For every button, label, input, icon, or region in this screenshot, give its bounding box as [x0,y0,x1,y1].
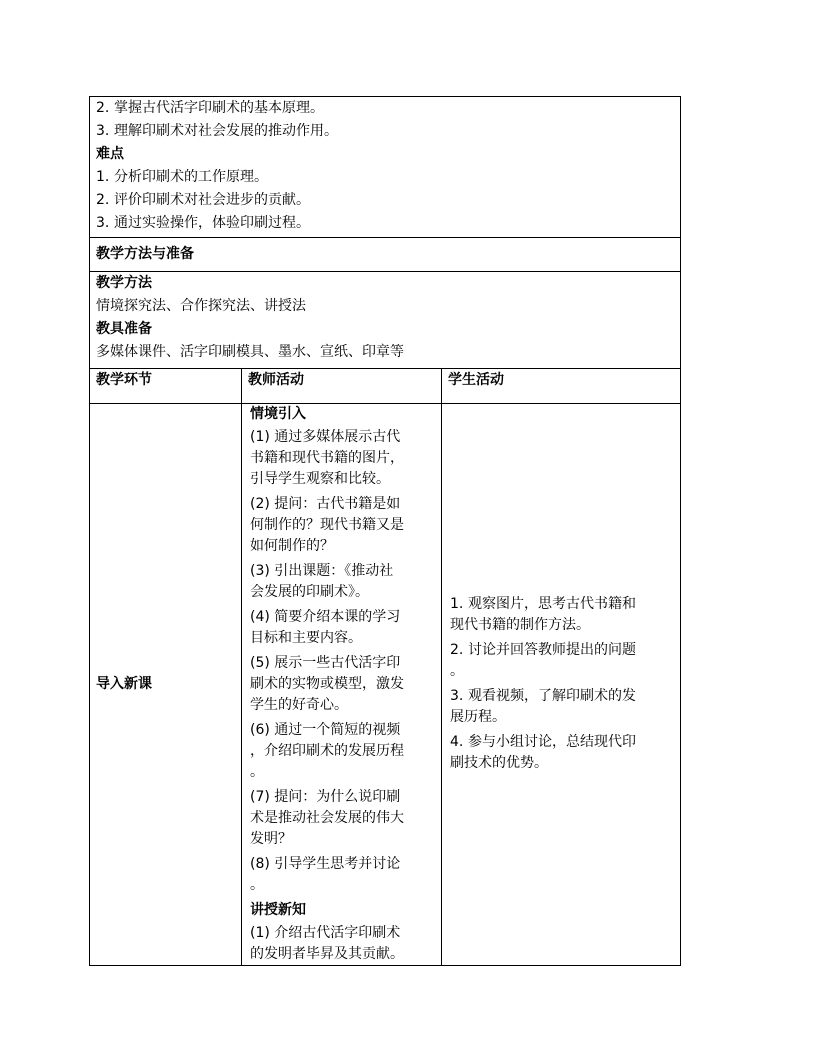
teacher-item: (5) 展示一些古代活字印 刷术的实物或模型，激发 学生的好奇心。 [250,655,404,713]
student-item: 1. 观察图片，思考古代书籍和 现代书籍的制作方法。 [450,595,636,633]
student-activity-cell [442,404,681,966]
student-item: 2. 讨论并回答教师提出的问题 。 [450,641,636,679]
student-item: 4. 参与小组讨论，总结现代印 刷技术的优势。 [450,733,636,771]
difficulties-heading: 难点 [96,146,124,162]
teacher-item: (8) 引导学生思考并讨论 。 [250,856,401,893]
teacher-item: (6) 通过一个简短的视频 ，介绍印刷术的发展历程 。 [250,722,404,780]
header-student: 学生活动 [442,369,681,404]
method-heading: 教学方法 [96,275,152,291]
lesson-row [90,404,681,966]
header-stage: 教学环节 [90,369,242,404]
difficulty-item: 1. 分析印刷术的工作原理。 [96,169,268,185]
section-title: 情境引入 [250,406,306,422]
methods-content-cell [90,272,681,369]
objectives-cell [90,97,681,238]
tools-text: 多媒体课件、活字印刷模具、墨水、宣纸、印章等 [96,344,404,360]
student-item: 3. 观看视频，了解印刷术的发 展历程。 [450,687,636,725]
methods-title-cell [90,238,681,272]
lesson-plan-table [89,96,681,966]
difficulty-item: 2. 评价印刷术对社会进步的贡献。 [96,192,310,208]
header-teacher: 教师活动 [242,369,442,404]
section-title: 讲授新知 [250,902,306,918]
teacher-item: (4) 简要介绍本课的学习 目标和主要内容。 [250,609,401,646]
method-text: 情境探究法、合作探究法、讲授法 [96,298,306,314]
methods-section-title: 教学方法与准备 [96,246,194,262]
key-point-item: 3. 理解印刷术对社会发展的推动作用。 [96,123,338,139]
methods-content-row [90,272,681,369]
key-point-item: 2. 掌握古代活字印刷术的基本原理。 [96,100,324,116]
tools-heading: 教具准备 [96,321,152,337]
methods-title-row [90,238,681,272]
teacher-item: (1) 通过多媒体展示古代 书籍和现代书籍的图片， 引导学生观察和比较。 [250,429,404,487]
stage-cell: 导入新课 [90,404,242,966]
activity-header-row [90,369,681,404]
teacher-item: (1) 介绍古代活字印刷术 的发明者毕昇及其贡献。 [250,925,404,962]
teacher-item: (3) 引出课题：《推动社 会发展的印刷术》。 [250,563,394,600]
objectives-row [90,97,681,238]
difficulty-item: 3. 通过实验操作，体验印刷过程。 [96,215,310,231]
teacher-activity-cell [242,404,442,966]
teacher-item: (7) 提问：为什么说印刷 术是推动社会发展的伟大 发明？ [250,789,404,847]
teacher-item: (2) 提问：古代书籍是如 何制作的？现代书籍又是 如何制作的？ [250,496,404,554]
